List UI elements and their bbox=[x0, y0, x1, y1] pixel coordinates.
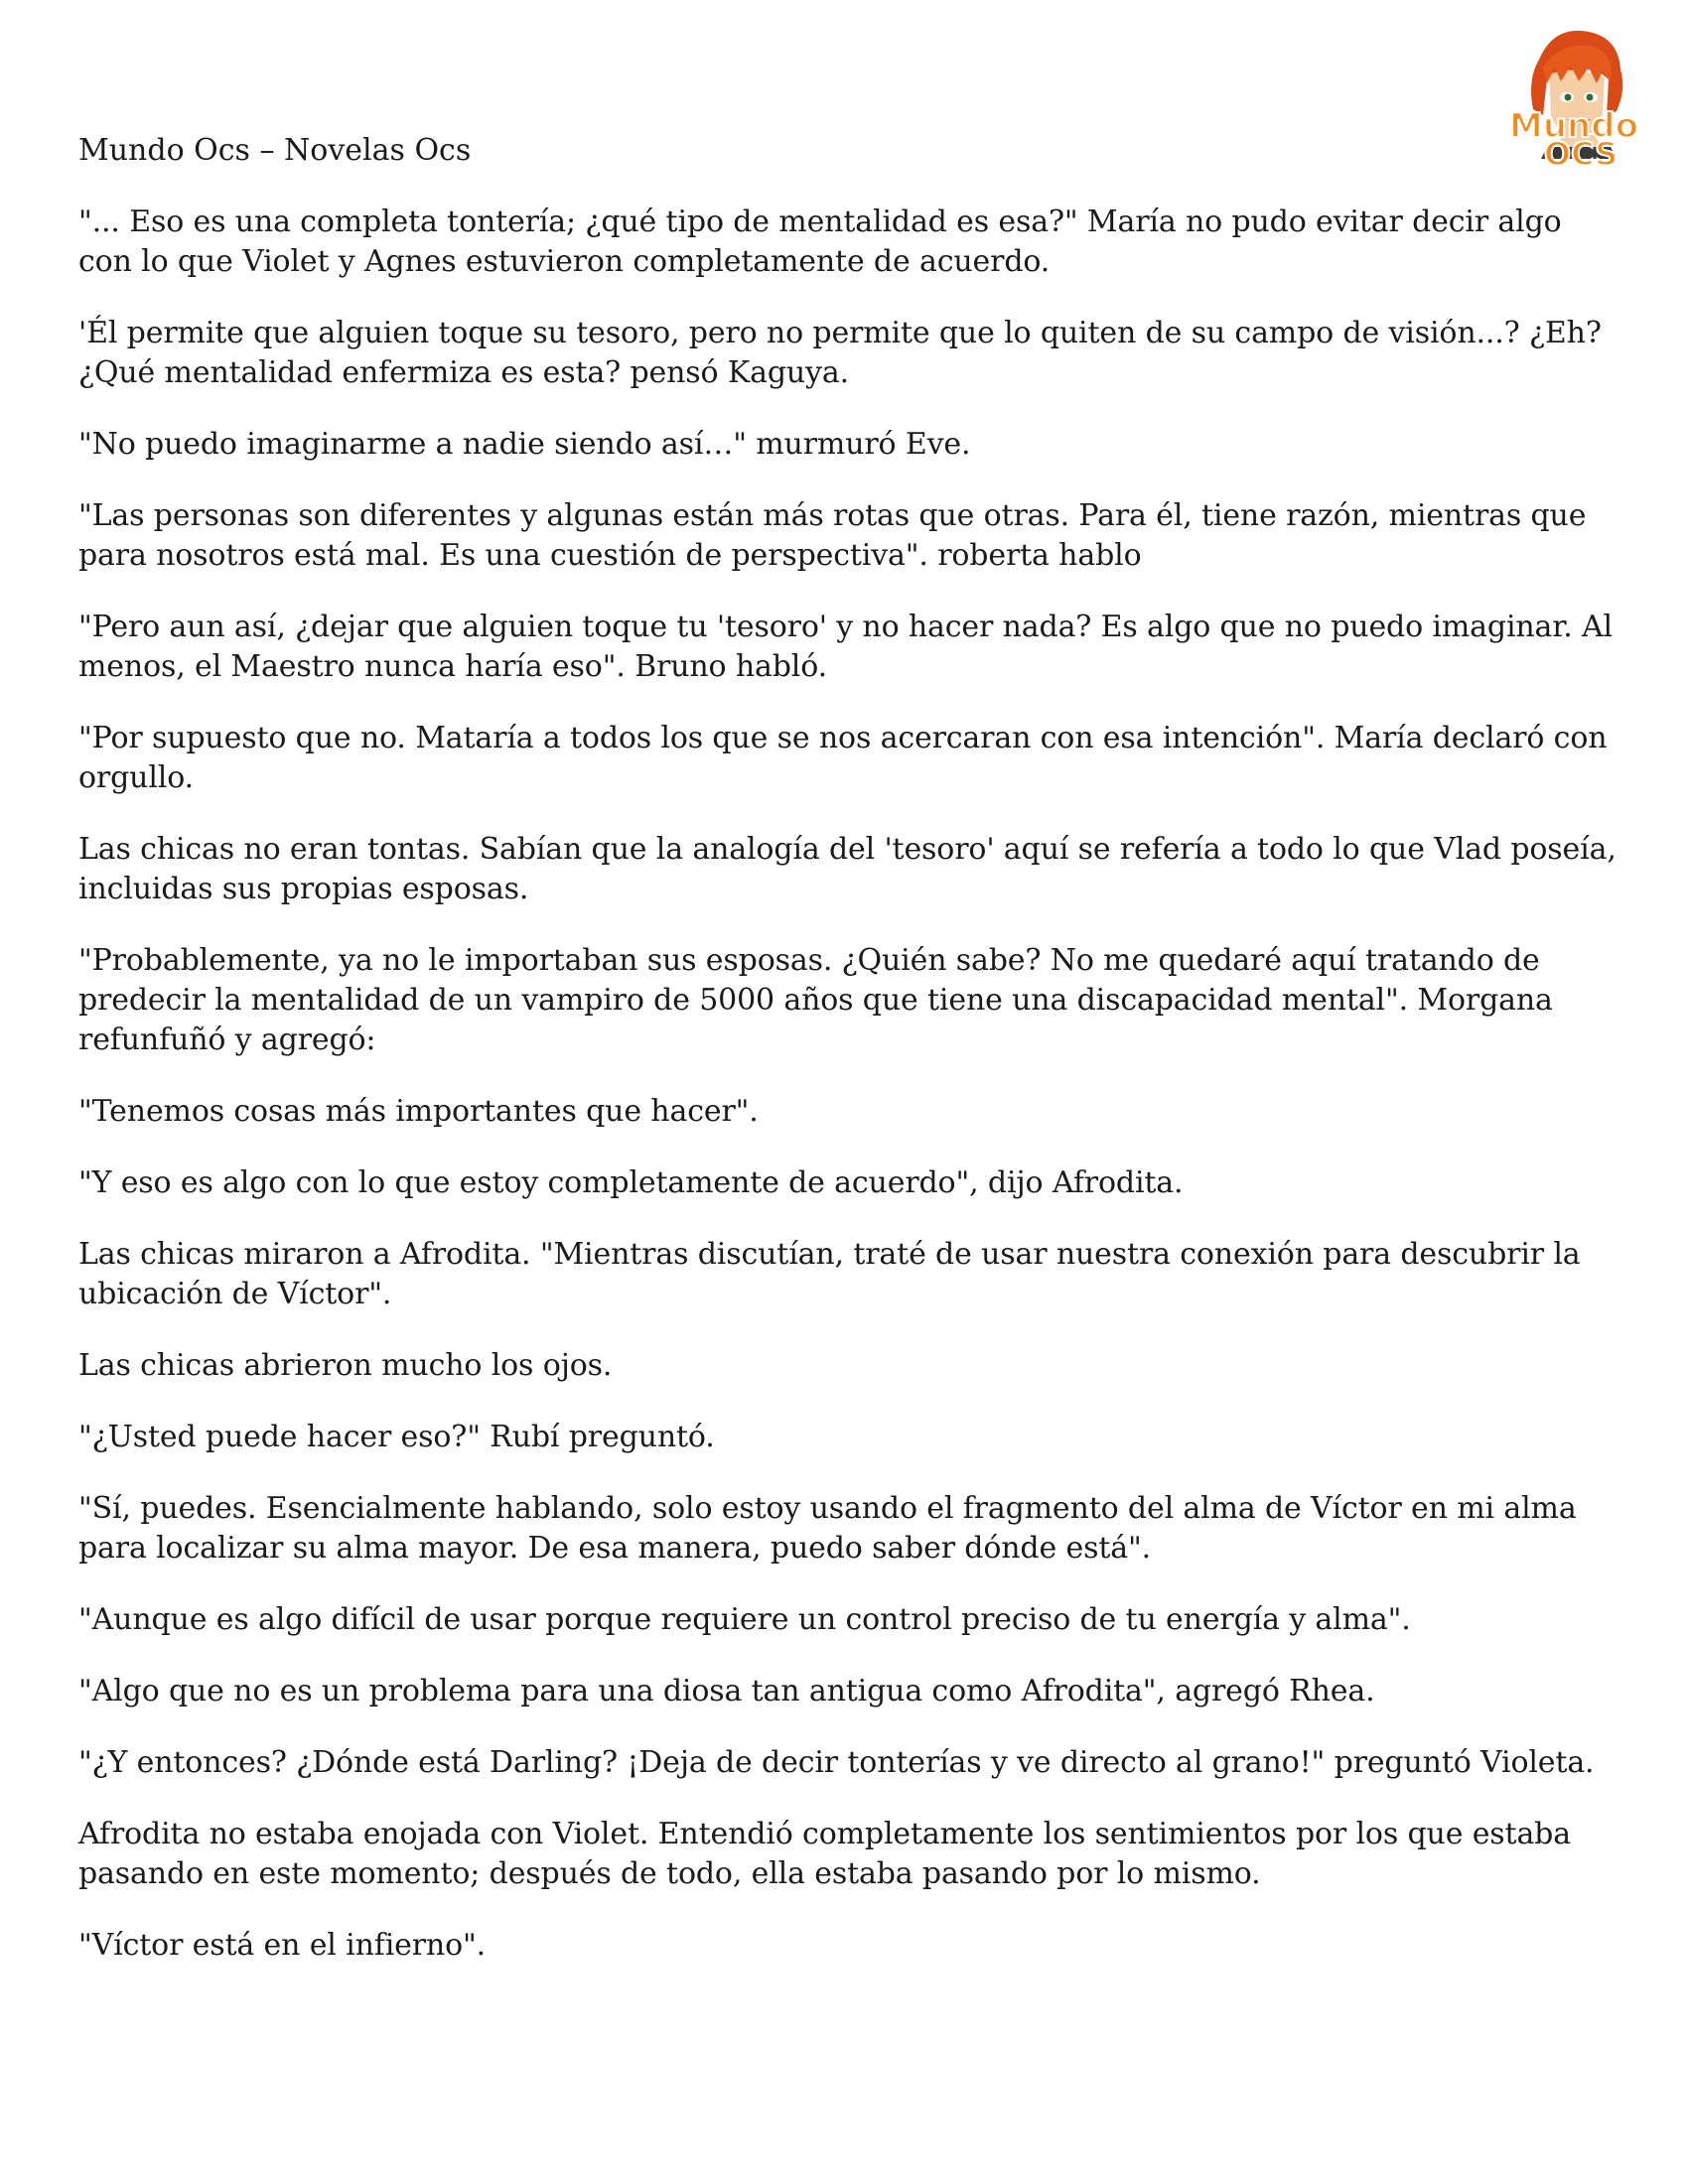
paragraph: "Las personas son diferentes y algunas están más rotas que otras. Para él, tiene razón, mientras que para nosotros está mal. Es una cuestión de perspectiva". roberta hablo bbox=[78, 498, 1587, 573]
paragraph: "¿Usted puede hacer eso?" Rubí preguntó. bbox=[78, 1420, 715, 1454]
paragraph: Las chicas no eran tontas. Sabían que la analogía del 'tesoro' aquí se refería a todo lo que Vlad poseía, incluidas sus propias esposas. bbox=[78, 832, 1617, 906]
paragraph: "Víctor está en el infierno". bbox=[78, 1928, 487, 1963]
paragraph: "Pero aun así, ¿dejar que alguien toque tu 'tesoro' y no hacer nada? Es algo que no puedo imaginar. Al menos, el Maestro nunca haría eso". Bruno habló. bbox=[78, 610, 1613, 684]
paragraph: "Algo que no es un problema para una diosa tan antigua como Afrodita", agregó Rhea. bbox=[78, 1674, 1375, 1708]
paragraph: Afrodita no estaba enojada con Violet. Entendió completamente los sentimientos por los que estaba pasando en este momento; después de todo, ella estaba pasando por lo mismo. bbox=[78, 1817, 1571, 1891]
paragraph: "Tenemos cosas más importantes que hacer". bbox=[78, 1094, 759, 1129]
document-page bbox=[78, 131, 1622, 1997]
paragraph: Las chicas abrieron mucho los ojos. bbox=[78, 1348, 613, 1383]
paragraph: "Aunque es algo difícil de usar porque requiere un control preciso de tu energía y alma". bbox=[78, 1602, 1411, 1637]
paragraph: "Por supuesto que no. Mataría a todos los que se nos acercaran con esa intención". María declaró con orgullo. bbox=[78, 721, 1608, 795]
paragraph: "Y eso es algo con lo que estoy completamente de acuerdo", dijo Afrodita. bbox=[78, 1165, 1184, 1200]
paragraph: "... Eso es una completa tontería; ¿qué tipo de mentalidad es esa?" María no pudo evitar decir algo con lo que Violet y Agnes estuvieron completamente de acuerdo. bbox=[78, 205, 1562, 279]
logo-text-ocs: OCS bbox=[1543, 135, 1618, 169]
paragraph: "Sí, puedes. Esencialmente hablando, solo estoy usando el fragmento del alma de Víctor en mi alma para localizar su alma mayor. De esa manera, puedo saber dónde está". bbox=[78, 1491, 1577, 1566]
paragraph: Las chicas miraron a Afrodita. "Mientras discutían, traté de usar nuestra conexión para descubrir la ubicación de Víctor". bbox=[78, 1237, 1581, 1311]
site-title: Mundo Ocs – Novelas Ocs bbox=[78, 133, 472, 168]
logo-text-mundo: Mundo bbox=[1509, 106, 1638, 146]
paragraph: "No puedo imaginarme a nadie siendo así…" murmuró Eve. bbox=[78, 427, 971, 462]
document-body bbox=[78, 203, 1622, 1966]
paragraph: 'Él permite que alguien toque su tesoro, pero no permite que lo quiten de su campo de visión...? ¿Eh? ¿Qué mentalidad enfermiza es esta? pensó Kaguya. bbox=[78, 316, 1602, 390]
paragraph: "Probablemente, ya no le importaban sus esposas. ¿Quién sabe? No me quedaré aquí tratando de predecir la mentalidad de un vampiro de 5000 años que tiene una discapacidad mental". Morgana refunfuñó y agregó: bbox=[78, 943, 1553, 1057]
paragraph: "¿Y entonces? ¿Dónde está Darling? ¡Deja de decir tonterías y ve directo al grano!" preguntó Violeta. bbox=[78, 1745, 1595, 1780]
